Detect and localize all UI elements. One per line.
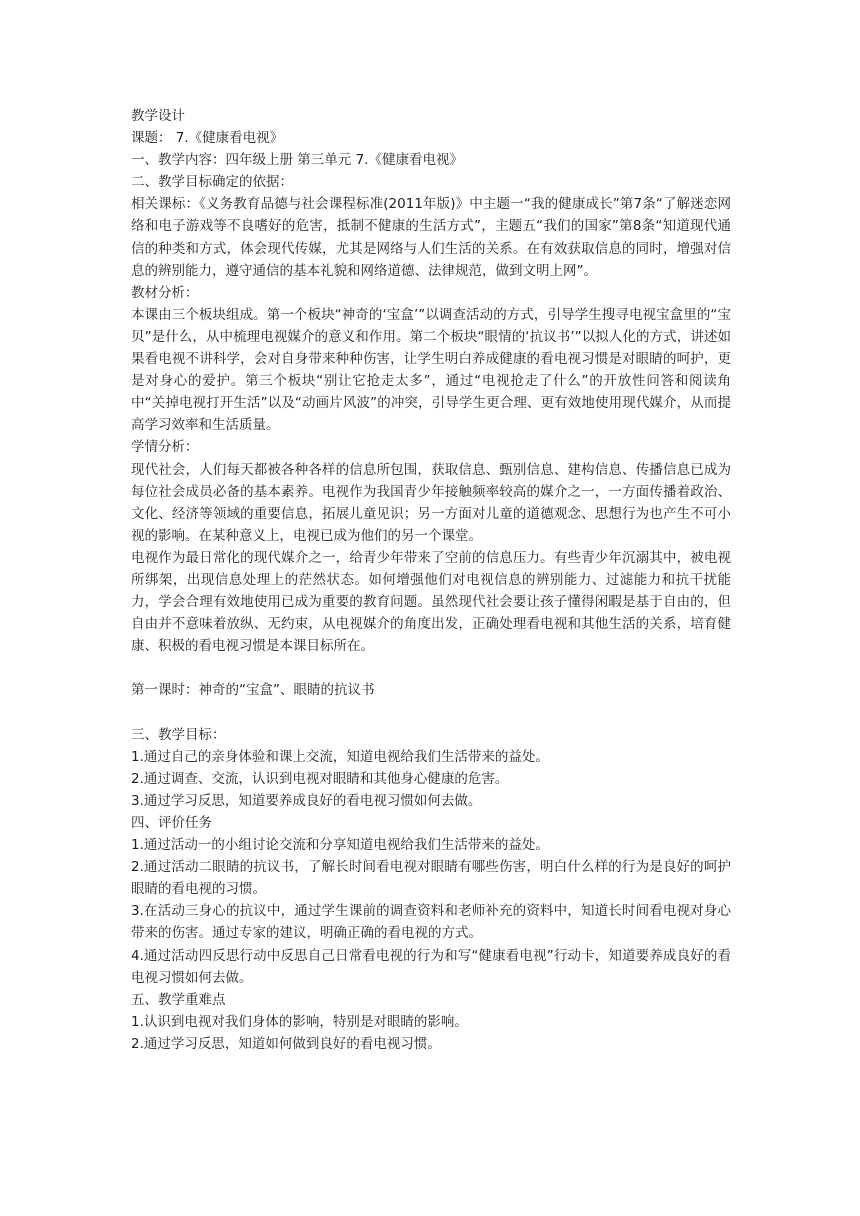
- document-title: 教学设计: [131, 108, 185, 124]
- lesson-one-title: 第一课时：神奇的“宝盒”、眼睛的抗议书: [131, 682, 375, 699]
- section-key-points-heading: 五、教学重难点: [131, 991, 226, 1008]
- evaluation-item: 2.通过活动二眼睛的抗议书，了解长时间看电视对眼睛有哪些伤害，明白什么样的行为是良好的呵护眼睛的看电视的习惯。: [131, 859, 731, 898]
- section-goals-heading: 三、教学目标：: [131, 726, 226, 743]
- section-basis-heading: 二、教学目标确定的依据：: [131, 174, 293, 191]
- evaluation-item: 1.通过活动一的小组讨论交流和分享知道电视给我们生活带来的益处。: [131, 837, 549, 854]
- key-point-item: 1.认识到电视对我们身体的影响，特别是对眼睛的影响。: [131, 1013, 468, 1030]
- evaluation-item: 3.在活动三身心的抗议中，通过学生课前的调查资料和老师补充的资料中，知道长时间看电视对身心带来的伤害。通过专家的建议，明确正确的看电视的方式。: [131, 903, 731, 942]
- student-analysis-paragraph-1: 现代社会，人们每天都被各种各样的信息所包围，获取信息、甄别信息、建构信息、传播信息已成为每位社会成员必备的基本素养。电视作为我国青少年接触频率较高的媒介之一，一方面传播着政治、文化、经济等领域的重要信息，拓展儿童见识；另一方面对儿童的道德观念、思想行为也产生不可小视的影响。在某种意义上，电视已成为他们的另一个课堂。: [131, 461, 731, 544]
- lesson-topic: 课题： 7.《健康看电视》: [131, 130, 284, 147]
- blank-line: [131, 657, 731, 679]
- evaluation-item: 4.通过活动四反思行动中反思自己日常看电视的行为和写“健康看电视”行动卡，知道要养成良好的看电视习惯如何去做。: [131, 947, 731, 986]
- section-evaluation-heading: 四、评价任务: [131, 815, 212, 831]
- goal-item: 2.通过调查、交流，认识到电视对眼睛和其他身心健康的危害。: [131, 770, 509, 787]
- student-analysis-heading: 学情分析：: [131, 439, 199, 456]
- blank-line: [131, 702, 731, 724]
- goal-item: 1.通过自己的亲身体验和课上交流，知道电视给我们生活带来的益处。: [131, 748, 549, 765]
- key-point-item: 2.通过学习反思，知道如何做到良好的看电视习惯。: [131, 1035, 441, 1052]
- section-teaching-content: 一、教学内容：四年级上册 第三单元 7.《健康看电视》: [131, 152, 463, 169]
- goal-item: 3.通过学习反思，知道要养成良好的看电视习惯如何去做。: [131, 792, 482, 809]
- document-body: [131, 105, 731, 1055]
- material-analysis-heading: 教材分析：: [131, 284, 199, 301]
- curriculum-standard-paragraph: 相关课标：《义务教育品德与社会课程标准(2011年版)》中主题一“我的健康成长”第7条“了解迷恋网络和电子游戏等不良嗜好的危害，抵制不健康的生活方式”，主题五“我们的国家”第8条“知道现代通信的种类和方式，体会现代传媒，尤其是网络与人们生活的关系。在有效获取信息的同时，增强对信息的辨别能力，遵守通信的基本礼貌和网络道德、法律规范，做到文明上网”。: [131, 196, 731, 279]
- student-analysis-paragraph-2: 电视作为最日常化的现代媒介之一，给青少年带来了空前的信息压力。有些青少年沉溺其中，被电视所绑架，出现信息处理上的茫然状态。如何增强他们对电视信息的辨别能力、过滤能力和抗干扰能力，学会合理有效地使用已成为重要的教育问题。虽然现代社会要让孩子懂得闲暇是基于自由的，但自由并不意味着放纵、无约束，从电视媒介的角度出发，正确处理看电视和其他生活的关系，培育健康、积极的看电视习惯是本课目标所在。: [131, 549, 731, 655]
- material-analysis-paragraph: 本课由三个板块组成。第一个板块“神奇的‘宝盒’”以调查活动的方式，引导学生搜寻电视宝盒里的“宝贝”是什么，从中梳理电视媒介的意义和作用。第二个板块“眼情的‘抗议书’”以拟人化的方式，讲述如果看电视不讲科学，会对自身带来种种伤害，让学生明白养成健康的看电视习惯是对眼睛的呵护，更是对身心的爱护。第三个板块“别让它抢走太多”，通过“电视抢走了什么”的开放性问答和阅读角中“关掉电视打开生活”以及“动画片风波”的冲突，引导学生更合理、更有效地使用现代媒介，从而提高学习效率和生活质量。: [131, 306, 731, 434]
